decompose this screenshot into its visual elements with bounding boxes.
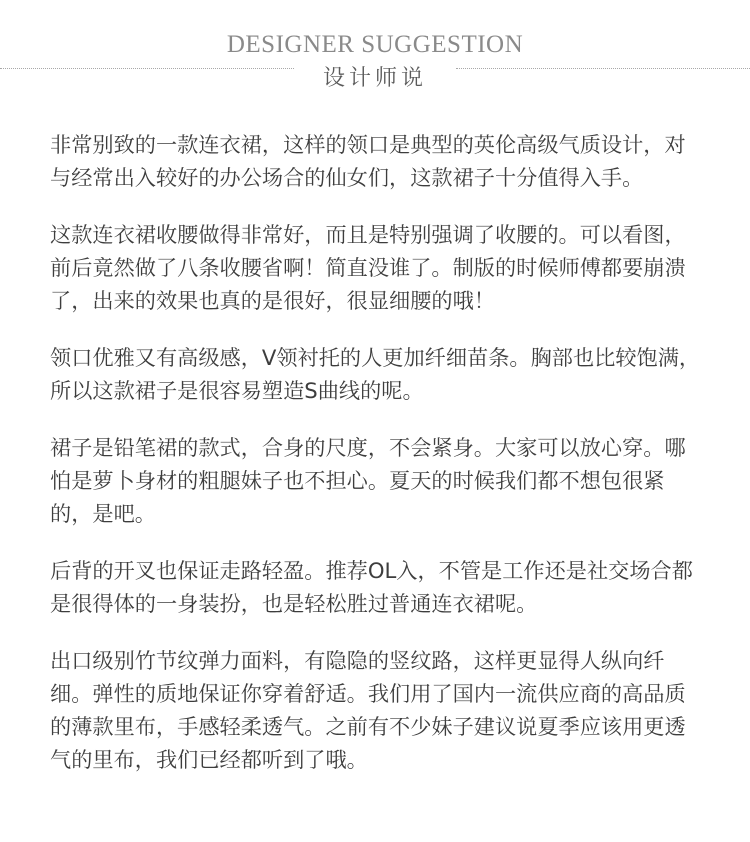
- paragraph-pencil-skirt: 裙子是铅笔裙的款式，合身的尺度，不会紧身。大家可以放心穿。哪怕是萝卜身材的粗腿妹子也不担心。夏天的时候我们都不想包很紧的，是吧。: [50, 435, 686, 526]
- designer-notes: [50, 128, 704, 800]
- section-title-chinese: 设计师说: [322, 66, 427, 91]
- section-header: [0, 0, 750, 110]
- paragraph-waist-darts: 这款连衣裙收腰做得非常好，而且是特别强调了收腰的。可以看图，前后竟然做了八条收腰省啊！简直没谁了。制版的时候师傅都要崩溃了，出来的效果也真的是很好，很显细腰的哦！: [50, 222, 686, 313]
- paragraph-back-slit: 后背的开叉也保证走路轻盈。推荐OL入，不管是工作还是社交场合都是很得体的一身装扮，也是轻松胜过普通连衣裙呢。: [50, 558, 693, 616]
- section-title-english: DESIGNER SUGGESTION: [226, 31, 524, 58]
- paragraph-fabric: 出口级别竹节纹弹力面料，有隐隐的竖纹路，这样更显得人纵向纤细。弹性的质地保证你穿着舒适。我们用了国内一流供应商的高品质的薄款里布，手感轻柔透气。之前有不少妹子建议说夏季应该用更透气的里布，我们已经都听到了哦。: [50, 648, 686, 772]
- paragraph-neckline-style: 非常别致的一款连衣裙，这样的领口是典型的英伦高级气质设计，对与经常出入较好的办公场合的仙女们，这款裙子十分值得入手。: [50, 132, 686, 190]
- paragraph-v-neck: 领口优雅又有高级感，V领衬托的人更加纤细苗条。胸部也比较饱满，所以这款裙子是很容易塑造S曲线的呢。: [50, 345, 701, 403]
